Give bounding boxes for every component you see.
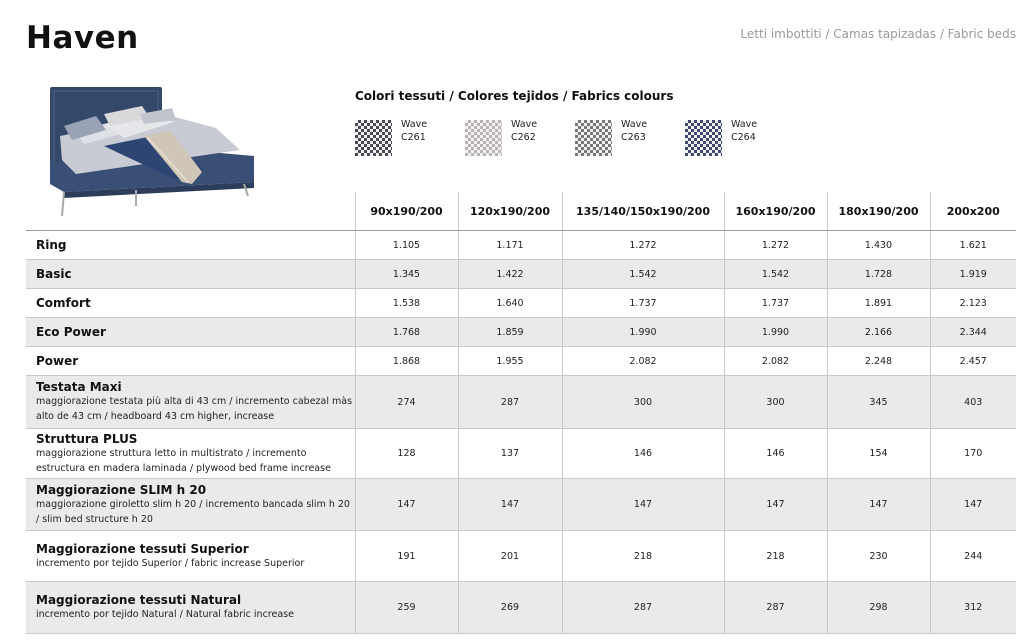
price-cell: 1.868 bbox=[355, 347, 458, 376]
price-cell: 1.105 bbox=[355, 231, 458, 260]
fabric-chip bbox=[465, 120, 502, 156]
row-label bbox=[26, 531, 355, 582]
product-name: Testata Maxi bbox=[36, 380, 122, 394]
price-cell: 312 bbox=[930, 582, 1016, 634]
price-cell: 269 bbox=[458, 582, 562, 634]
table-row bbox=[26, 429, 1016, 479]
price-cell: 1.640 bbox=[458, 289, 562, 318]
price-cell: 147 bbox=[724, 479, 827, 531]
product-name: Maggiorazione tessuti Natural bbox=[36, 593, 242, 607]
product-name: Maggiorazione SLIM h 20 bbox=[36, 482, 207, 497]
price-cell: 1.990 bbox=[562, 318, 724, 347]
price-cell: 259 bbox=[355, 582, 458, 634]
product-name: Maggiorazione tessuti Superior bbox=[36, 541, 249, 556]
price-cell: 2.344 bbox=[930, 318, 1016, 347]
price-cell: 1.171 bbox=[458, 231, 562, 260]
price-cell: 1.621 bbox=[930, 231, 1016, 260]
fabric-name: Wave bbox=[511, 119, 538, 130]
fabric-code: C261 bbox=[401, 132, 426, 143]
price-cell: 298 bbox=[827, 582, 930, 634]
header-spacer bbox=[26, 192, 355, 231]
fabric-swatch bbox=[685, 118, 790, 158]
price-cell: 1.768 bbox=[355, 318, 458, 347]
price-cell: 1.272 bbox=[724, 231, 827, 260]
price-cell: 147 bbox=[930, 479, 1016, 531]
price-cell: 1.272 bbox=[562, 231, 724, 260]
price-cell: 191 bbox=[355, 531, 458, 582]
price-cell: 170 bbox=[930, 429, 1016, 479]
price-cell: 403 bbox=[930, 376, 1016, 429]
price-cell: 244 bbox=[930, 531, 1016, 582]
price-cell: 218 bbox=[724, 531, 827, 582]
fabric-chip bbox=[355, 120, 392, 156]
price-cell: 1.919 bbox=[930, 260, 1016, 289]
fabric-swatch bbox=[465, 118, 570, 158]
price-cell: 1.891 bbox=[827, 289, 930, 318]
row-label bbox=[26, 260, 355, 289]
price-cell: 147 bbox=[827, 479, 930, 531]
table-row bbox=[26, 479, 1016, 531]
price-cell: 1.990 bbox=[724, 318, 827, 347]
fabric-swatch bbox=[575, 118, 680, 158]
product-name: Power bbox=[36, 354, 79, 368]
fabric-name: Wave bbox=[731, 119, 758, 130]
product-description: maggiorazione struttura letto in multistrato / incremento estructura en madera laminada / plywood bed frame increase bbox=[36, 447, 331, 474]
price-cell: 1.542 bbox=[724, 260, 827, 289]
price-cell: 287 bbox=[562, 582, 724, 634]
price-cell: 201 bbox=[458, 531, 562, 582]
category-label: Letti imbottiti / Camas tapizadas / Fabric beds bbox=[740, 27, 1016, 41]
fabric-code: C264 bbox=[731, 132, 756, 143]
price-cell: 128 bbox=[355, 429, 458, 479]
page-title: Haven bbox=[26, 20, 139, 56]
price-cell: 1.542 bbox=[562, 260, 724, 289]
price-cell: 2.123 bbox=[930, 289, 1016, 318]
price-cell: 147 bbox=[562, 479, 724, 531]
price-cell: 1.422 bbox=[458, 260, 562, 289]
product-name: Basic bbox=[36, 267, 72, 281]
fabrics-title: Colori tessuti / Colores tejidos / Fabrics colours bbox=[355, 89, 674, 103]
fabric-name: Wave bbox=[401, 119, 428, 130]
product-name: Eco Power bbox=[36, 325, 106, 339]
price-cell: 1.737 bbox=[562, 289, 724, 318]
price-cell: 1.345 bbox=[355, 260, 458, 289]
column-header: 135/140/150x190/200 bbox=[562, 192, 724, 231]
table-header-row bbox=[26, 192, 1016, 231]
column-header: 90x190/200 bbox=[355, 192, 458, 231]
price-cell: 146 bbox=[724, 429, 827, 479]
price-cell: 2.082 bbox=[562, 347, 724, 376]
fabric-swatch bbox=[355, 118, 460, 158]
table-row bbox=[26, 289, 1016, 318]
product-name: Struttura PLUS bbox=[36, 431, 138, 446]
table-row bbox=[26, 582, 1016, 634]
column-header: 120x190/200 bbox=[458, 192, 562, 231]
table-row bbox=[26, 231, 1016, 260]
product-description: incremento por tejido Natural / Natural fabric increase bbox=[36, 609, 294, 620]
table-row bbox=[26, 318, 1016, 347]
table-row bbox=[26, 260, 1016, 289]
price-cell: 1.955 bbox=[458, 347, 562, 376]
column-header: 180x190/200 bbox=[827, 192, 930, 231]
row-label bbox=[26, 347, 355, 376]
price-cell: 146 bbox=[562, 429, 724, 479]
price-cell: 1.538 bbox=[355, 289, 458, 318]
price-cell: 1.728 bbox=[827, 260, 930, 289]
column-header: 160x190/200 bbox=[724, 192, 827, 231]
price-cell: 2.457 bbox=[930, 347, 1016, 376]
fabric-chip bbox=[575, 120, 612, 156]
fabric-code: C263 bbox=[621, 132, 646, 143]
price-cell: 137 bbox=[458, 429, 562, 479]
product-description: maggiorazione giroletto slim h 20 / incremento bancada slim h 20 / slim bed structure h 20 bbox=[36, 498, 350, 525]
price-cell: 300 bbox=[724, 376, 827, 429]
price-cell: 218 bbox=[562, 531, 724, 582]
price-cell: 147 bbox=[458, 479, 562, 531]
fabric-chip bbox=[685, 120, 722, 156]
row-label bbox=[26, 289, 355, 318]
fabric-name: Wave bbox=[621, 119, 648, 130]
price-cell: 300 bbox=[562, 376, 724, 429]
row-label bbox=[26, 231, 355, 260]
price-cell: 154 bbox=[827, 429, 930, 479]
table-body bbox=[26, 231, 1016, 634]
price-cell: 345 bbox=[827, 376, 930, 429]
price-cell: 287 bbox=[724, 582, 827, 634]
price-cell: 1.737 bbox=[724, 289, 827, 318]
product-description: maggiorazione testata più alta di 43 cm / incremento cabezal màs alto de 43 cm / headboard 43 cm higher, increase bbox=[36, 396, 353, 422]
product-description: incremento por tejido Superior / fabric increase Superior bbox=[36, 557, 305, 569]
product-name: Ring bbox=[36, 238, 67, 252]
row-label bbox=[26, 376, 355, 429]
price-cell: 147 bbox=[355, 479, 458, 531]
product-name: Comfort bbox=[36, 296, 91, 310]
price-cell: 1.859 bbox=[458, 318, 562, 347]
price-cell: 230 bbox=[827, 531, 930, 582]
price-cell: 2.166 bbox=[827, 318, 930, 347]
fabric-code: C262 bbox=[511, 132, 536, 143]
fabric-swatches bbox=[355, 118, 775, 158]
row-label bbox=[26, 479, 355, 531]
price-cell: 2.248 bbox=[827, 347, 930, 376]
row-label bbox=[26, 582, 355, 634]
price-cell: 1.430 bbox=[827, 231, 930, 260]
column-header: 200x200 bbox=[930, 192, 1016, 231]
table-row bbox=[26, 531, 1016, 582]
table-row bbox=[26, 376, 1016, 429]
row-label bbox=[26, 429, 355, 479]
price-cell: 287 bbox=[458, 376, 562, 429]
price-cell: 2.082 bbox=[724, 347, 827, 376]
row-label bbox=[26, 318, 355, 347]
price-cell: 274 bbox=[355, 376, 458, 429]
price-table bbox=[26, 192, 1016, 634]
table-row bbox=[26, 347, 1016, 376]
